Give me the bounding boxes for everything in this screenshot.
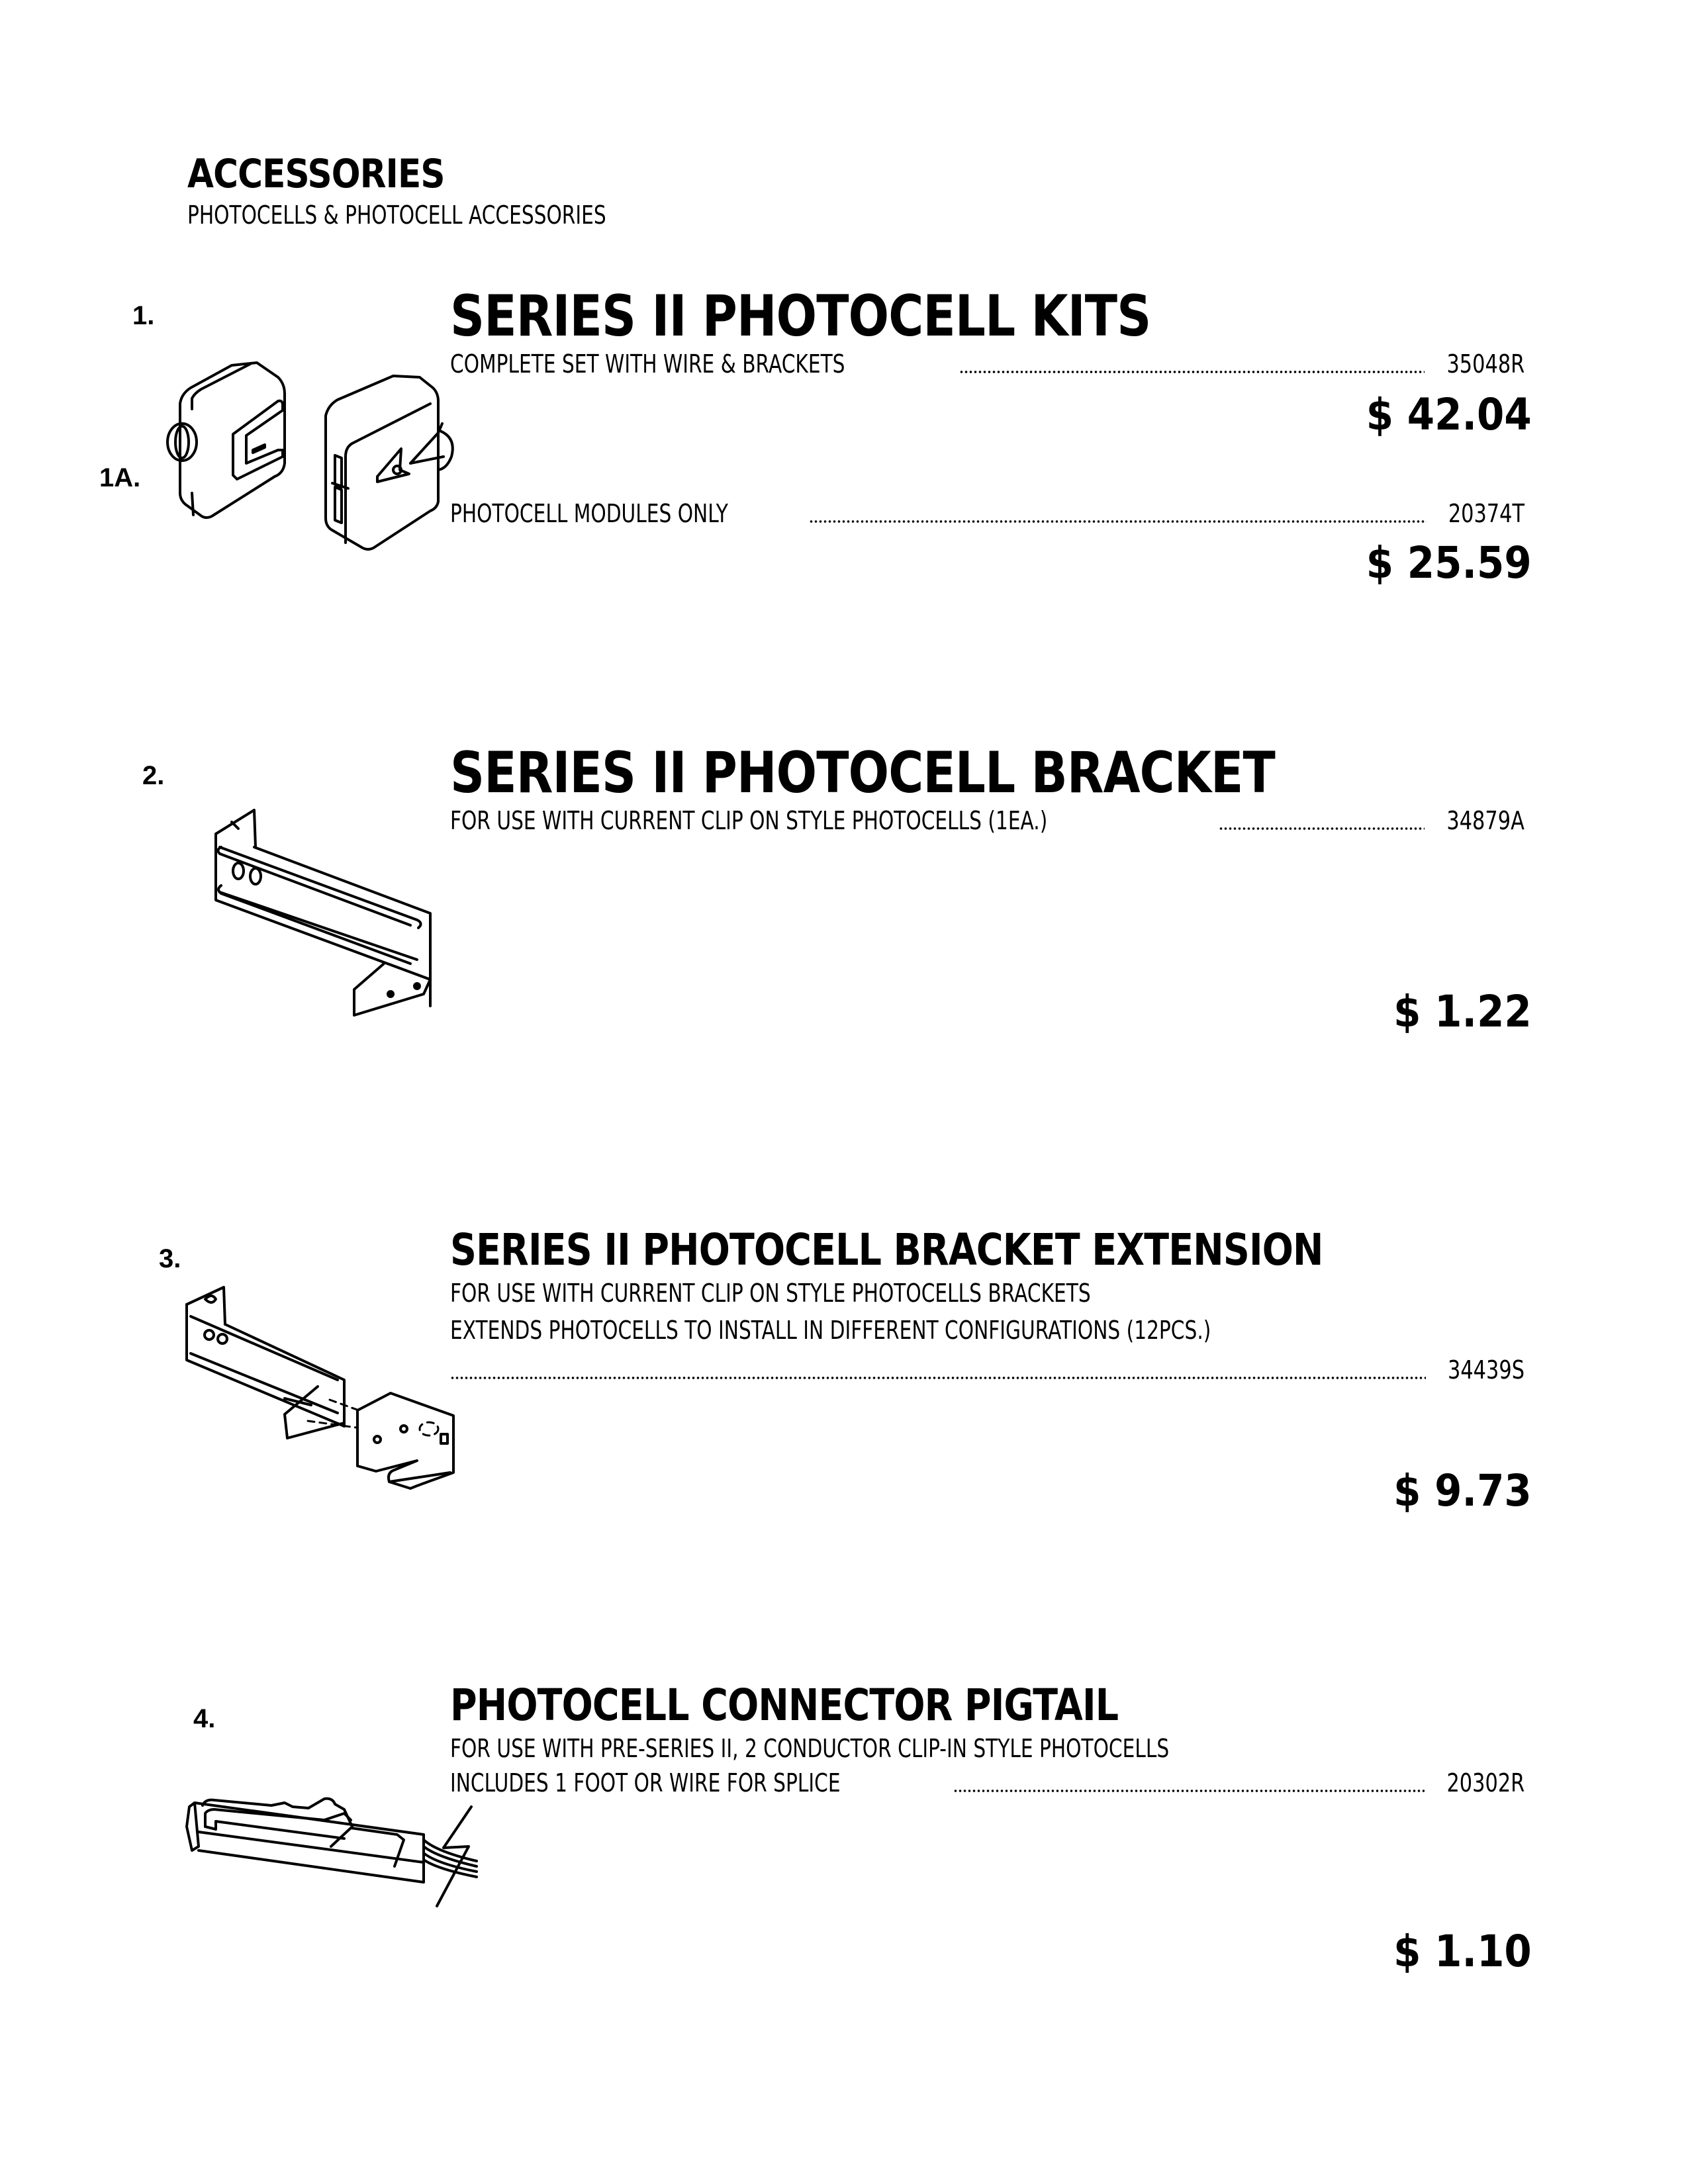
part-number: 35048R: [1446, 349, 1524, 379]
option-row[interactable]: [450, 1353, 1524, 1385]
price: $ 9.73: [1393, 1465, 1532, 1516]
part-number: 20374T: [1448, 499, 1524, 528]
item-number: 3.: [159, 1244, 181, 1273]
connector-pigtail-illustration: [185, 1800, 450, 1919]
leader-dots: [450, 1376, 1429, 1385]
option-row[interactable]: [450, 803, 1524, 835]
photocell-pair-illustration: [179, 357, 457, 556]
product-title: SERIES II PHOTOCELL KITS: [450, 283, 1151, 349]
part-number: 20302R: [1446, 1768, 1524, 1797]
page-title: ACCESSORIES: [187, 151, 445, 197]
price: $ 1.22: [1393, 986, 1532, 1037]
leader-dots: [957, 370, 1427, 379]
option-description: PHOTOCELL MODULES ONLY: [450, 499, 728, 528]
description-line: EXTENDS PHOTOCELLS TO INSTALL IN DIFFERENT CONFIGURATIONS (12PCS.): [450, 1316, 1211, 1345]
item-number: 4.: [193, 1704, 216, 1733]
option-description: FOR USE WITH CURRENT CLIP ON STYLE PHOTOCELLS (1EA.): [450, 806, 1048, 835]
item-number: 1.: [132, 301, 155, 330]
leader-dots: [951, 1789, 1427, 1797]
bracket-illustration: [212, 807, 437, 1019]
description-line: FOR USE WITH CURRENT CLIP ON STYLE PHOTOCELLS BRACKETS: [450, 1279, 1091, 1308]
option-row[interactable]: [450, 1766, 1524, 1797]
description-line: FOR USE WITH PRE-SERIES II, 2 CONDUCTOR CLIP-IN STYLE PHOTOCELLS: [450, 1734, 1170, 1763]
leader-dots: [806, 520, 1429, 528]
option-description: COMPLETE SET WITH WIRE & BRACKETS: [450, 349, 845, 379]
bracket-extension-illustration: [185, 1287, 463, 1499]
item-number: 2.: [142, 761, 165, 790]
product-title: PHOTOCELL CONNECTOR PIGTAIL: [450, 1680, 1119, 1731]
price: $ 1.10: [1393, 1926, 1532, 1977]
price: $ 25.59: [1366, 537, 1532, 588]
product-title: SERIES II PHOTOCELL BRACKET EXTENSION: [450, 1224, 1323, 1275]
price: $ 42.04: [1366, 389, 1532, 440]
option-description: INCLUDES 1 FOOT OR WIRE FOR SPLICE: [450, 1768, 841, 1797]
page-subtitle: PHOTOCELLS & PHOTOCELL ACCESSORIES: [187, 201, 606, 230]
item-sub-number: 1A.: [99, 463, 141, 492]
option-row[interactable]: [450, 496, 1524, 528]
part-number: 34439S: [1447, 1355, 1524, 1385]
product-title: SERIES II PHOTOCELL BRACKET: [450, 740, 1275, 806]
part-number: 34879A: [1446, 806, 1524, 835]
option-row[interactable]: [450, 347, 1524, 379]
leader-dots: [1216, 827, 1427, 835]
